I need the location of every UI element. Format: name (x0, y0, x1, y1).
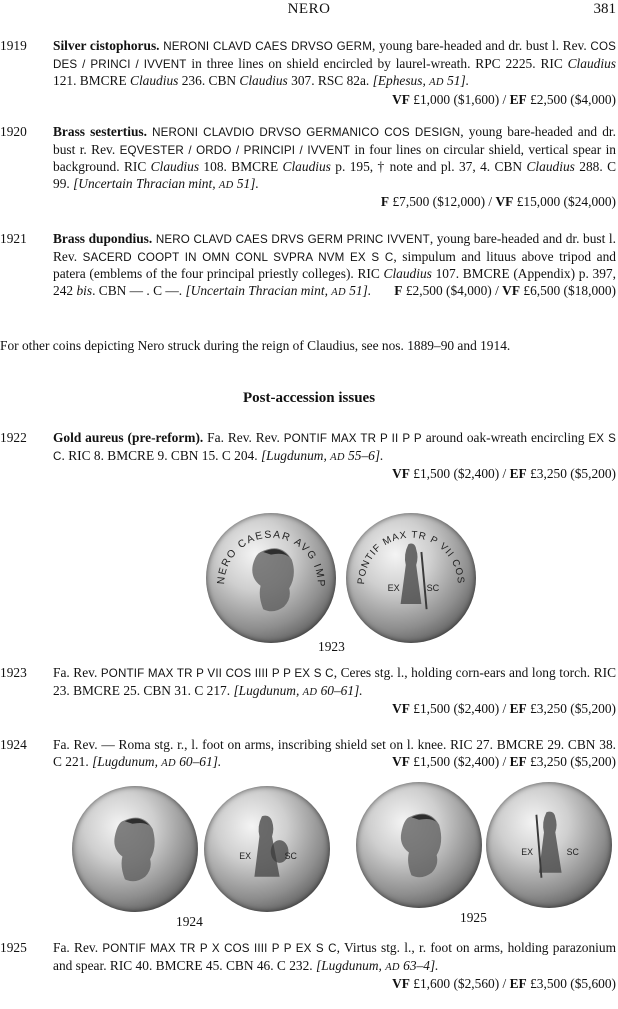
entry-description (53, 430, 616, 483)
obverse-legend: NERO CLAVD CAES DRVS GERM PRINC IVVENT (155, 233, 430, 246)
description-text: 307. RSC 82a. (287, 73, 373, 89)
description-text: , Ceres stg. l., holding corn-ears and long torch. RIC 23. BMCRE 25. CBN 31. C 217. (53, 665, 617, 698)
grade-label: VF (502, 282, 521, 298)
entry-description (53, 231, 616, 301)
mint-attribution: [Lugdunum, AD 60–61]. (233, 682, 363, 698)
reference-emperor: Claudius (150, 159, 200, 175)
coin-reverse-photo (204, 786, 330, 912)
coin-field-sc: SC (566, 847, 579, 858)
description-text: p. 195, † note and pl. 37, 4. CBN (330, 159, 527, 175)
roma-figure-icon (204, 786, 330, 912)
entry-description (53, 124, 616, 211)
coin-field-ex: EX (387, 583, 400, 593)
grade-label: EF (509, 91, 527, 107)
mint-attribution: [Lugdunum, AD 55–6]. (260, 447, 384, 463)
grade-label: VF (392, 753, 410, 769)
price-value: £6,500 ($18,000) (520, 282, 616, 298)
mint-attribution: [Ephesus, AD 51]. (372, 73, 470, 89)
grade-label: VF (392, 466, 410, 482)
description-text: , Virtus stg. l., r. foot on arms, holding parazonium and spear. RIC 40. BMCRE 45. CBN 46. C 232. (53, 940, 617, 973)
price-value: £1,500 ($2,400) / (409, 466, 510, 482)
plate-caption: 1923 (318, 639, 345, 654)
virtus-figure-icon (486, 782, 612, 908)
coin-plate-1924-1925 (0, 780, 618, 930)
entry-description (53, 665, 616, 718)
reference-emperor: Claudius (383, 266, 432, 282)
catalog-entry-1920 (0, 124, 616, 211)
coin-type: Brass dupondius. (53, 231, 153, 246)
coin-obverse-photo (72, 786, 198, 912)
catalog-entry-1921 (0, 231, 616, 301)
grade-label: EF (509, 466, 527, 482)
entry-description (53, 940, 616, 993)
price-line (394, 283, 616, 300)
coin-type: Silver cistophorus. (53, 38, 160, 53)
description-text: Fa. Rev. Rev. (203, 430, 284, 445)
entry-number: 1921 (0, 231, 27, 246)
mint-attribution: [Uncertain Thracian mint, AD 51]. (185, 282, 372, 298)
coin-reverse-photo (346, 513, 476, 643)
description-text: 108. BMCRE (199, 159, 283, 175)
price-value: £2,500 ($4,000) / (402, 282, 503, 298)
price-value: £3,250 ($5,200) (526, 701, 616, 717)
price-value: £3,500 ($5,600) (526, 976, 616, 992)
price-value: £7,500 ($12,000) / (389, 194, 496, 210)
ceres-figure-icon (346, 513, 476, 643)
page-number: 381 (593, 1, 616, 17)
description-text: 121. BMCRE (53, 73, 131, 89)
description-text: in three lines on shield encircled by laurel-wreath. RPC 2225. RIC (186, 55, 568, 71)
price-line (53, 976, 616, 993)
description-text: . CBN — . C —. (92, 282, 186, 298)
entry-description (53, 38, 616, 107)
reference-emperor: Claudius (130, 73, 179, 89)
coin-field-ex: EX (521, 847, 534, 858)
running-title: NERO (287, 1, 331, 17)
description-text: . RIC 8. BMCRE 9. CBN 15. C 204. (61, 447, 261, 463)
description-text: , young bare-headed and dr. bust l. Rev. (372, 38, 591, 53)
price-value: £15,000 ($24,000) (513, 194, 616, 210)
grade-label: F (380, 194, 390, 210)
price-line (392, 92, 616, 109)
reverse-legend: PONTIF MAX TR P II P P (283, 432, 422, 445)
coin-field-sc: SC (284, 851, 297, 862)
price-line (53, 466, 616, 483)
catalog-entry-1923 (0, 665, 616, 718)
coin-reverse-photo (486, 782, 612, 908)
coin-legend: NERO CAESAR AVG IMP (216, 529, 326, 589)
obverse-legend: NERONI CLAVD CAES DRVSO GERM (163, 40, 373, 53)
grade-label: VF (392, 91, 410, 107)
price-line (392, 754, 616, 771)
description-text: 236. CBN (178, 73, 240, 89)
description-text: , young bare-headed and dr. bust r. Rev. (53, 124, 616, 157)
reverse-legend: SACERD COOPT IN OMN CONL SVPRA NVM EX S C (82, 250, 394, 264)
reference-emperor: Claudius (567, 55, 616, 71)
price-value: £1,000 ($1,600) / (409, 91, 510, 107)
nero-head-icon (72, 786, 198, 912)
catalog-entry-1922 (0, 430, 616, 483)
price-line (53, 701, 616, 718)
description-text: around oak-wreath encircling (421, 430, 589, 445)
entry-number: 1922 (0, 430, 27, 445)
grade-label: F (394, 282, 403, 298)
price-value: £1,500 ($2,400) / (409, 753, 510, 769)
coin-type: Brass sestertius. (53, 124, 147, 139)
entry-number: 1925 (0, 940, 27, 955)
grade-label: EF (509, 753, 527, 769)
price-value: £3,250 ($5,200) (526, 466, 616, 482)
description-text: 288. C 99. (53, 159, 617, 191)
catalog-entry-1925 (0, 940, 616, 993)
nero-head-icon (356, 782, 482, 908)
description-text: , simpulum and lituus above tripod and patera (emblems of the four principal priestly colleges). RIC (53, 248, 616, 282)
entry-number: 1919 (0, 38, 27, 53)
reverse-legend: PONTIF MAX TR P VII COS IIII P P EX S C (100, 667, 334, 680)
price-value: £2,500 ($4,000) (526, 91, 616, 107)
entry-description (53, 737, 616, 772)
mint-attribution: [Lugdunum, AD 63–4]. (316, 957, 439, 973)
reference-emperor: bis (76, 282, 93, 298)
price-value: £3,250 ($5,200) (526, 753, 616, 769)
description-text: Fa. Rev. (53, 940, 103, 955)
grade-label: VF (392, 701, 410, 717)
reverse-legend: COS DES / PRINCI / IVVENT (53, 40, 616, 71)
coin-obverse-photo (356, 782, 482, 908)
price-value: £1,500 ($2,400) / (409, 701, 510, 717)
nero-head-icon (206, 513, 336, 643)
description-text: Fa. Rev. (53, 665, 101, 680)
grade-label: EF (509, 701, 527, 717)
grade-label: EF (509, 976, 527, 992)
reverse-legend: PONTIF MAX TR P X COS IIII P P EX S C (102, 942, 337, 955)
description-text: Fa. Rev. — Roma stg. r., l. foot on arms, inscribing shield set on l. knee. RIC 27. BMCRE 29. CBN 38. C 221. (53, 737, 616, 769)
description-text: 107. BMCRE (Appendix) p. 397, 242 (53, 266, 616, 298)
reverse-legend: EQVESTER / ORDO / PRINCIPI / IVVENT (119, 143, 351, 157)
mint-attribution: [Uncertain Thracian mint, AD 51]. (73, 175, 259, 191)
reference-emperor: Claudius (282, 159, 331, 175)
coin-legend: PONTIF MAX TR P VII COS (356, 529, 466, 585)
grade-label: VF (392, 976, 410, 992)
reference-emperor: Claudius (239, 73, 288, 89)
coin-obverse-photo (206, 513, 336, 643)
catalog-entry-1924 (0, 737, 616, 772)
coin-type: Gold aureus (pre-reform). (53, 430, 204, 445)
cross-reference-note: For other coins depicting Nero struck during the reign of Claudius, see nos. 1889–90 and 1914. (0, 338, 511, 353)
entry-number: 1923 (0, 665, 27, 680)
entry-number: 1924 (0, 737, 27, 752)
field-legend: EX S C (53, 432, 616, 463)
obverse-legend: NERONI CLAVDIO DRVSO GERMANICO COS DESIGN (152, 126, 461, 139)
price-line (53, 194, 616, 211)
grade-label: VF (495, 194, 514, 210)
coin-field-sc: SC (426, 583, 440, 593)
plate-caption: 1924 (176, 914, 203, 929)
description-text: in four lines on circular shield, vertical spear in background. RIC (53, 141, 616, 175)
page-header (0, 0, 618, 22)
price-value: £1,600 ($2,560) / (409, 976, 510, 992)
plate-caption: 1925 (460, 910, 487, 925)
reference-emperor: Claudius (526, 159, 575, 175)
section-heading: Post-accession issues (242, 390, 376, 406)
catalog-entry-1919 (0, 38, 616, 108)
mint-attribution: [Lugdunum, AD 60–61]. (92, 753, 222, 769)
description-text: , young bare-headed and dr. bust l. Rev. (53, 231, 616, 264)
entry-number: 1920 (0, 124, 27, 139)
coin-plate-1923 (0, 505, 618, 655)
coin-field-ex: EX (239, 851, 252, 862)
